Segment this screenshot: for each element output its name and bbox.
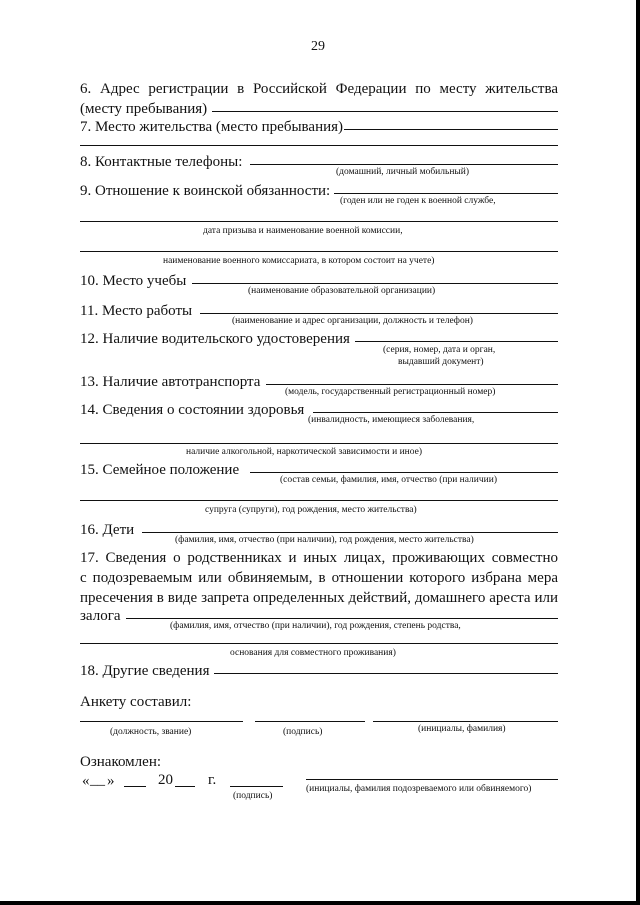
- compiled-signature-hint: (подпись): [283, 727, 323, 737]
- compiled-signature-field[interactable]: [255, 721, 365, 722]
- item-10-field[interactable]: [192, 283, 558, 284]
- compiled-position-field[interactable]: [80, 721, 243, 722]
- item-7-label: 7. Место жительства (место пребывания): [80, 119, 344, 135]
- item-9-hint-3: наименование военного комиссариата, в котором состоит на учете): [163, 256, 435, 266]
- item-10-label: 10. Место учебы: [80, 273, 187, 289]
- date-day-field[interactable]: __: [90, 772, 105, 788]
- item-9-field[interactable]: [334, 193, 558, 194]
- item-13-hint: (модель, государственный регистрационный номер): [285, 387, 496, 397]
- item-7-field[interactable]: [344, 129, 558, 130]
- acquainted-label: Ознакомлен:: [80, 754, 162, 770]
- item-14-hint-1: (инвалидность, имеющиеся заболевания,: [308, 415, 475, 425]
- item-17-field-line2[interactable]: [80, 643, 558, 644]
- item-16-label: 16. Дети: [80, 522, 135, 538]
- item-10-hint: (наименование образовательной организации): [248, 286, 436, 296]
- date-year-field[interactable]: [175, 786, 195, 787]
- item-7-field-line2[interactable]: [80, 145, 558, 146]
- item-17-text-2: с подозреваемым или обвиняемым, в отношении которого избрана мера: [80, 570, 558, 586]
- item-15-field[interactable]: [250, 472, 558, 473]
- item-12-field[interactable]: [355, 341, 558, 342]
- item-11-label: 11. Место работы: [80, 303, 193, 319]
- date-month-field[interactable]: [124, 786, 146, 787]
- item-9-field-line3[interactable]: [80, 251, 558, 252]
- item-6-label: 6. Адрес регистрации в Российской Федерации по месту жительства: [80, 81, 558, 97]
- item-17-hint-2: основания для совместного проживания): [230, 648, 396, 658]
- compiled-initials-field[interactable]: [373, 721, 558, 722]
- compiled-by-label: Анкету составил:: [80, 694, 192, 710]
- acquainted-signature-hint: (подпись): [233, 791, 273, 801]
- item-14-field[interactable]: [313, 412, 558, 413]
- item-14-label: 14. Сведения о состоянии здоровья: [80, 402, 305, 418]
- item-14-hint-2: наличие алкогольной, наркотической зависимости и иное): [186, 447, 422, 457]
- compiled-position-hint: (должность, звание): [110, 727, 192, 737]
- item-8-field[interactable]: [250, 164, 558, 165]
- date-year-prefix: 20: [158, 772, 173, 788]
- acquainted-signature-field[interactable]: [230, 786, 283, 787]
- item-11-field[interactable]: [200, 313, 558, 314]
- item-12-label: 12. Наличие водительского удостоверения: [80, 331, 350, 347]
- item-15-hint-1: (состав семьи, фамилия, имя, отчество (при наличии): [280, 475, 497, 485]
- item-12-hint-1: (серия, номер, дата и орган,: [383, 345, 496, 355]
- item-16-field[interactable]: [142, 532, 558, 533]
- item-15-label: 15. Семейное положение: [80, 462, 240, 478]
- item-15-hint-2: супруга (супруги), год рождения, место жительства): [205, 505, 417, 515]
- item-17-text-3: пресечения в виде запрета определенных действий, домашнего ареста или: [80, 590, 558, 606]
- item-8-hint: (домашний, личный мобильный): [336, 167, 470, 177]
- date-year-suffix: г.: [208, 772, 217, 788]
- item-17-text-4: залога: [80, 608, 121, 624]
- item-13-field[interactable]: [266, 384, 558, 385]
- item-17-field[interactable]: [126, 618, 558, 619]
- item-9-hint-2: дата призыва и наименование военной комиссии,: [203, 226, 403, 236]
- item-9-label: 9. Отношение к воинской обязанности:: [80, 183, 331, 199]
- item-13-label: 13. Наличие автотранспорта: [80, 374, 261, 390]
- item-6-label-cont: (месту пребывания): [80, 101, 208, 117]
- item-9-hint-1: (годен или не годен к военной службе,: [340, 196, 496, 206]
- item-16-hint: (фамилия, имя, отчество (при наличии), год рождения, место жительства): [175, 535, 474, 545]
- item-8-label: 8. Контактные телефоны:: [80, 154, 243, 170]
- date-quote-open: «: [82, 773, 90, 789]
- item-17-text-1: 17. Сведения о родственниках и иных лицах, проживающих совместно: [80, 550, 558, 566]
- item-9-field-line2[interactable]: [80, 221, 558, 222]
- date-quote-close: »: [107, 773, 115, 789]
- acquainted-initials-hint: (инициалы, фамилия подозреваемого или обвиняемого): [306, 784, 532, 794]
- item-15-field-line2[interactable]: [80, 500, 558, 501]
- item-14-field-line2[interactable]: [80, 443, 558, 444]
- item-18-label: 18. Другие сведения: [80, 663, 210, 679]
- item-18-field[interactable]: [214, 673, 558, 674]
- compiled-initials-hint: (инициалы, фамилия): [418, 724, 506, 734]
- item-12-hint-2: выдавший документ): [398, 357, 484, 367]
- acquainted-initials-field[interactable]: [306, 779, 558, 780]
- item-11-hint: (наименование и адрес организации, должность и телефон): [232, 316, 473, 326]
- item-6-field[interactable]: [212, 111, 558, 112]
- page-number: 29: [311, 39, 325, 54]
- item-17-hint-1: (фамилия, имя, отчество (при наличии), год рождения, степень родства,: [170, 621, 461, 631]
